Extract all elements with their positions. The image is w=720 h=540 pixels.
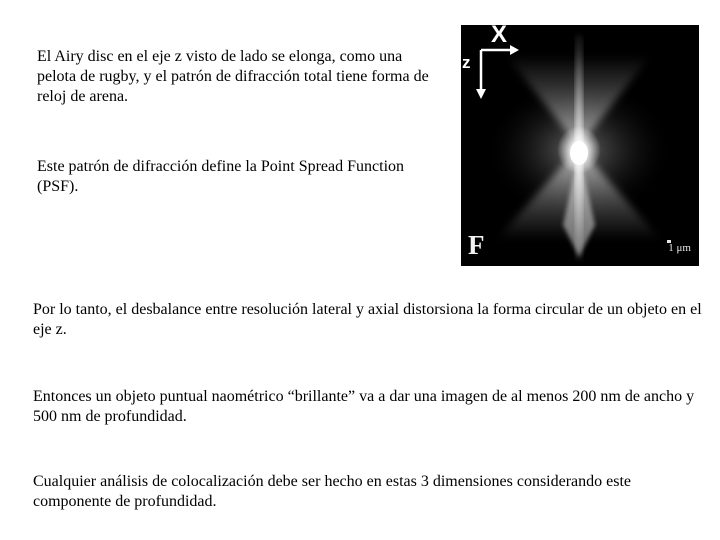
paragraph-psf-definition: Este patrón de difracción define la Point Spread Function (PSF).: [37, 158, 405, 195]
panel-letter: F: [468, 230, 485, 260]
axis-z-label: z: [462, 53, 471, 72]
paragraph-resolution-imbalance: Por lo tanto, el desbalance entre resolución lateral y axial distorsiona la forma circular de un objeto en el eje z.: [33, 301, 702, 338]
paragraph-colocalization: Cualquier análisis de colocalización debe ser hecho en estas 3 dimensiones considerando este componente de profundidad.: [33, 473, 632, 510]
paragraph-airy-disc: El Airy disc en el eje z visto de lado se elonga, como una pelota de rugby, y el patrón de difracción total tiene forma de reloj de arena.: [37, 48, 429, 105]
axis-x-label: X: [491, 25, 508, 48]
psf-diffraction-image: [461, 25, 699, 266]
psf-hourglass-graphic: [461, 25, 699, 266]
scale-bar-label: 1 μm: [668, 242, 691, 254]
paragraph-point-object: Entonces un objeto puntual naométrico “brillante” va a dar una imagen de al menos 200 nm de ancho y 500 nm de profundidad.: [33, 388, 695, 425]
